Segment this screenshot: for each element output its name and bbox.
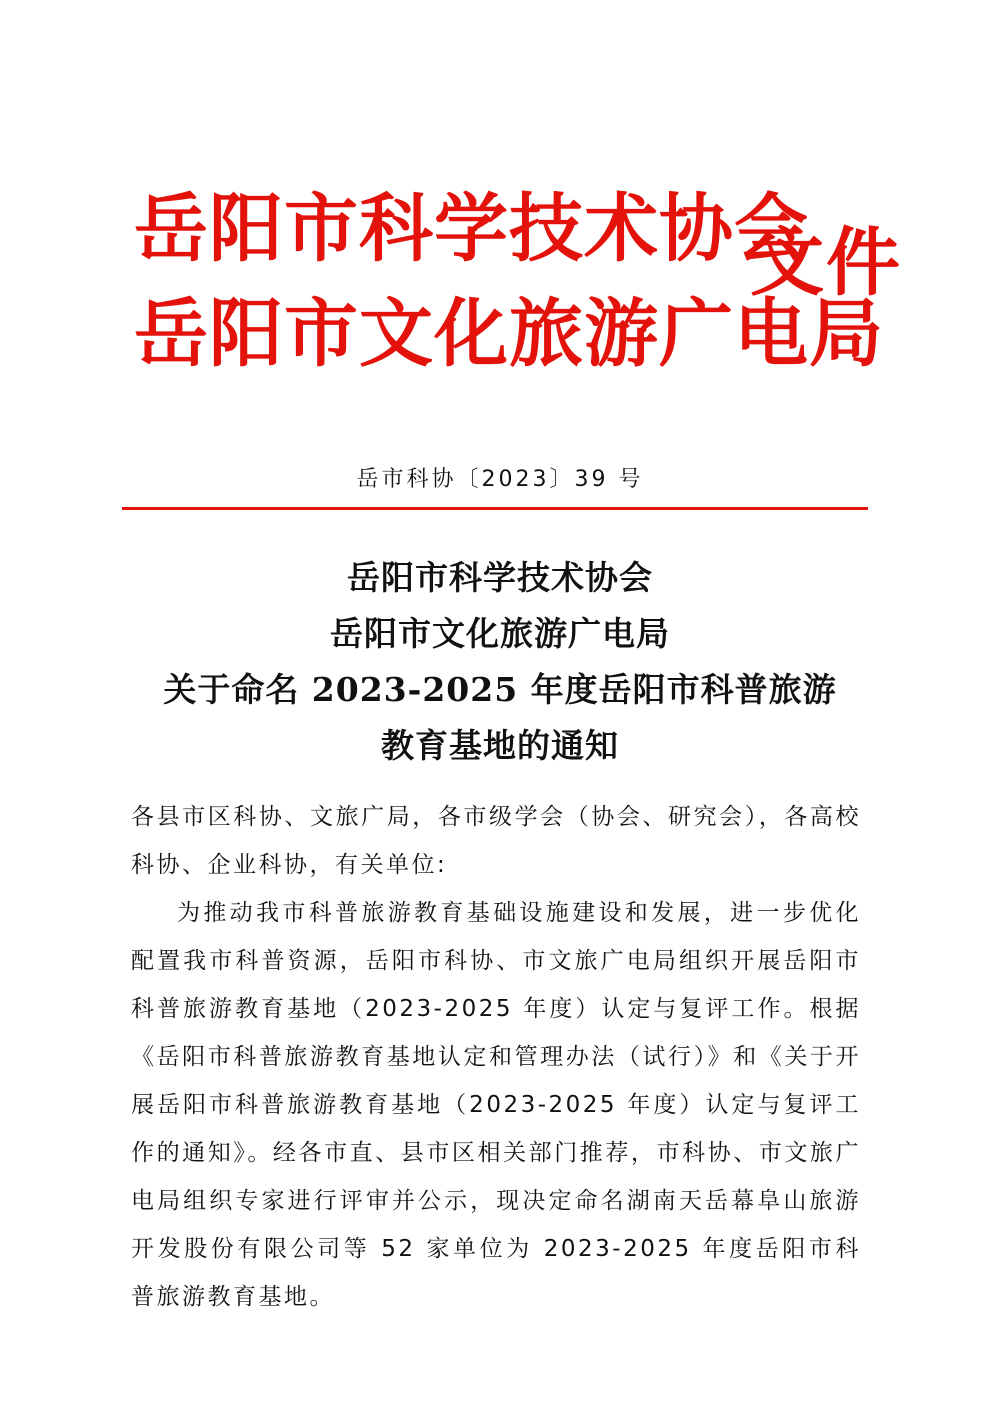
title-line-4: 教育基地的通知 [381,726,619,765]
document-body [131,793,861,1321]
document-type-label: 文件 [750,220,902,306]
document-title [0,550,1000,774]
document-number: 岳市科协〔2023〕39 号 [356,467,644,492]
salutation: 各县市区科协、文旅广局，各市级学会（协会、研究会），各高校科协、企业科协，有关单位: [131,804,861,878]
body-paragraph: 为推动我市科普旅游教育基础设施建设和发展，进一步优化配置我市科普资源，岳阳市科协、市文旅广电局组织开展岳阳市科普旅游教育基地（2023-2025 年度）认定与复评工作。根据《岳阳市科普旅游教育基地认定和管理办法（试行）》和《关于开展岳阳市科普旅游教育基地（2023-2025 年度）认定与复评工作的通知》。经各市直、县市区相关部门推荐，市科协、市文旅广电局组织专家进行评审并公示，现决定命名湖南天岳幕阜山旅游开发股份有限公司等 52 家单位为 2023-2025 年度岳阳市科普旅游教育基地。 [131,900,861,1310]
title-line-2: 岳阳市文化旅游广电局 [330,614,670,653]
issuer-name-line-1: 岳阳市科学技术协会 [134,186,809,272]
red-divider [122,507,868,510]
title-line-3: 关于命名 2023-2025 年度岳阳市科普旅游 [163,670,837,709]
issuer-name-line-2: 岳阳市文化旅游广电局 [134,291,884,377]
title-line-1: 岳阳市科学技术协会 [347,558,653,597]
